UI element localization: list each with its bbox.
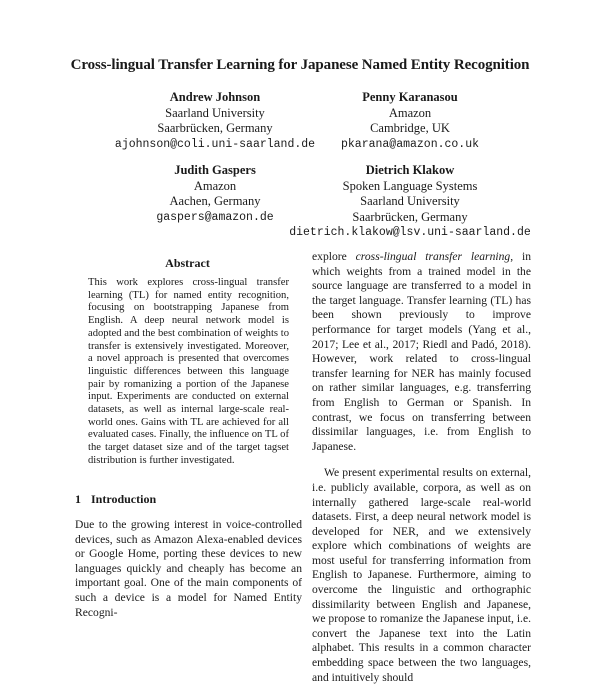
author-location: Saarbrücken, Germany: [352, 209, 468, 224]
abstract-body: This work explores cross-lingual transfer learning (TL) for named entity recognition, focusing on bootstrapping Japanese from English. A deep neural network model is adopted and the best combination of weights to transfer is extensively investigated. Moreover, a novel approach is presented that overcomes linguistic differences between this language pair by romanizing a portion of the Japanese input. Experiments are conducted on external datasets, as well as internal large-scale real-world ones. Gains with TL are achieved for all evaluated cases. Finally, the influence on TL of the target dataset size and of the target tagset distribution is further investigated.: [88, 277, 289, 466]
author-location: Saarbrücken, Germany: [157, 121, 273, 135]
author-affiliation: Amazon: [193, 178, 237, 193]
author-block: [260, 163, 560, 241]
section-heading: [75, 492, 300, 507]
right-column: [312, 250, 531, 685]
author-name: Dietrich Klakow: [365, 163, 455, 177]
author-affiliation-2: Saarland University: [360, 194, 460, 208]
author-email[interactable]: ajohnson@coli.uni-saarland.de: [114, 137, 316, 151]
intro-paragraph: Due to the growing interest in voice-controlled devices, such as Amazon Alexa-enabled devices or Google Home, porting these devices to new languages quickly and cheaply has become an important goal. One of the main components of such a device is a model for Named Entity Recogni-: [75, 518, 302, 619]
paragraph-text: , in which weights from a trained model in the source language are transferred to a model in the target language. Transfer learning (TL) has been shown previously to improve performance for target models (Yang et al., 2017; Lee et al., 2017; Riedl and Padó, 2018). However, work related to cross-lingual transfer learning for NER has mainly focused on rather similar languages, e.g. transferring from English to German or Spanish. In contrast, we focus on transferring between dissimilar languages, i.e. from English to Japanese.: [312, 250, 531, 453]
author-email[interactable]: dietrich.klakow@lsv.uni-saarland.de: [289, 226, 531, 239]
section-title: Introduction: [91, 492, 157, 506]
author-affiliation: Amazon: [388, 105, 432, 120]
paragraph: We present experimental results on external, i.e. publicly available, corpora, as well as on internally gathered large-scale real-world datasets. First, a deep neural network model is developed for NER, and we extensively explore which combinations of weights are most useful for transferring information from English to Japanese. Furthermore, aiming to overcome the linguistic and orthographic dissimilarity between English and Japanese, we propose to romanize the Japanese input, i.e. convert the Japanese text into the Latin alphabet. This results in a common character embedding space between the two languages, and intuitively should: [312, 466, 531, 684]
author-email[interactable]: pkarana@amazon.co.uk: [340, 137, 480, 151]
author-affiliation: Spoken Language Systems: [342, 178, 478, 193]
author-block: [290, 90, 530, 152]
author-location: Cambridge, UK: [370, 121, 450, 135]
author-email[interactable]: gaspers@amazon.de: [156, 210, 274, 224]
paragraph-text: explore: [312, 250, 356, 263]
emphasis-term: cross-lingual transfer learning: [355, 250, 511, 263]
paper-title: Cross-lingual Transfer Learning for Japanese Named Entity Recognition: [70, 57, 530, 73]
author-name: Judith Gaspers: [174, 163, 256, 177]
abstract-heading: Abstract: [165, 256, 210, 270]
author-affiliation: Saarland University: [165, 105, 265, 120]
author-name: Penny Karanasou: [362, 90, 458, 104]
author-name: Andrew Johnson: [169, 90, 261, 104]
paragraph: [312, 250, 531, 454]
author-location: Aachen, Germany: [169, 194, 261, 208]
section-number: 1: [75, 492, 81, 506]
